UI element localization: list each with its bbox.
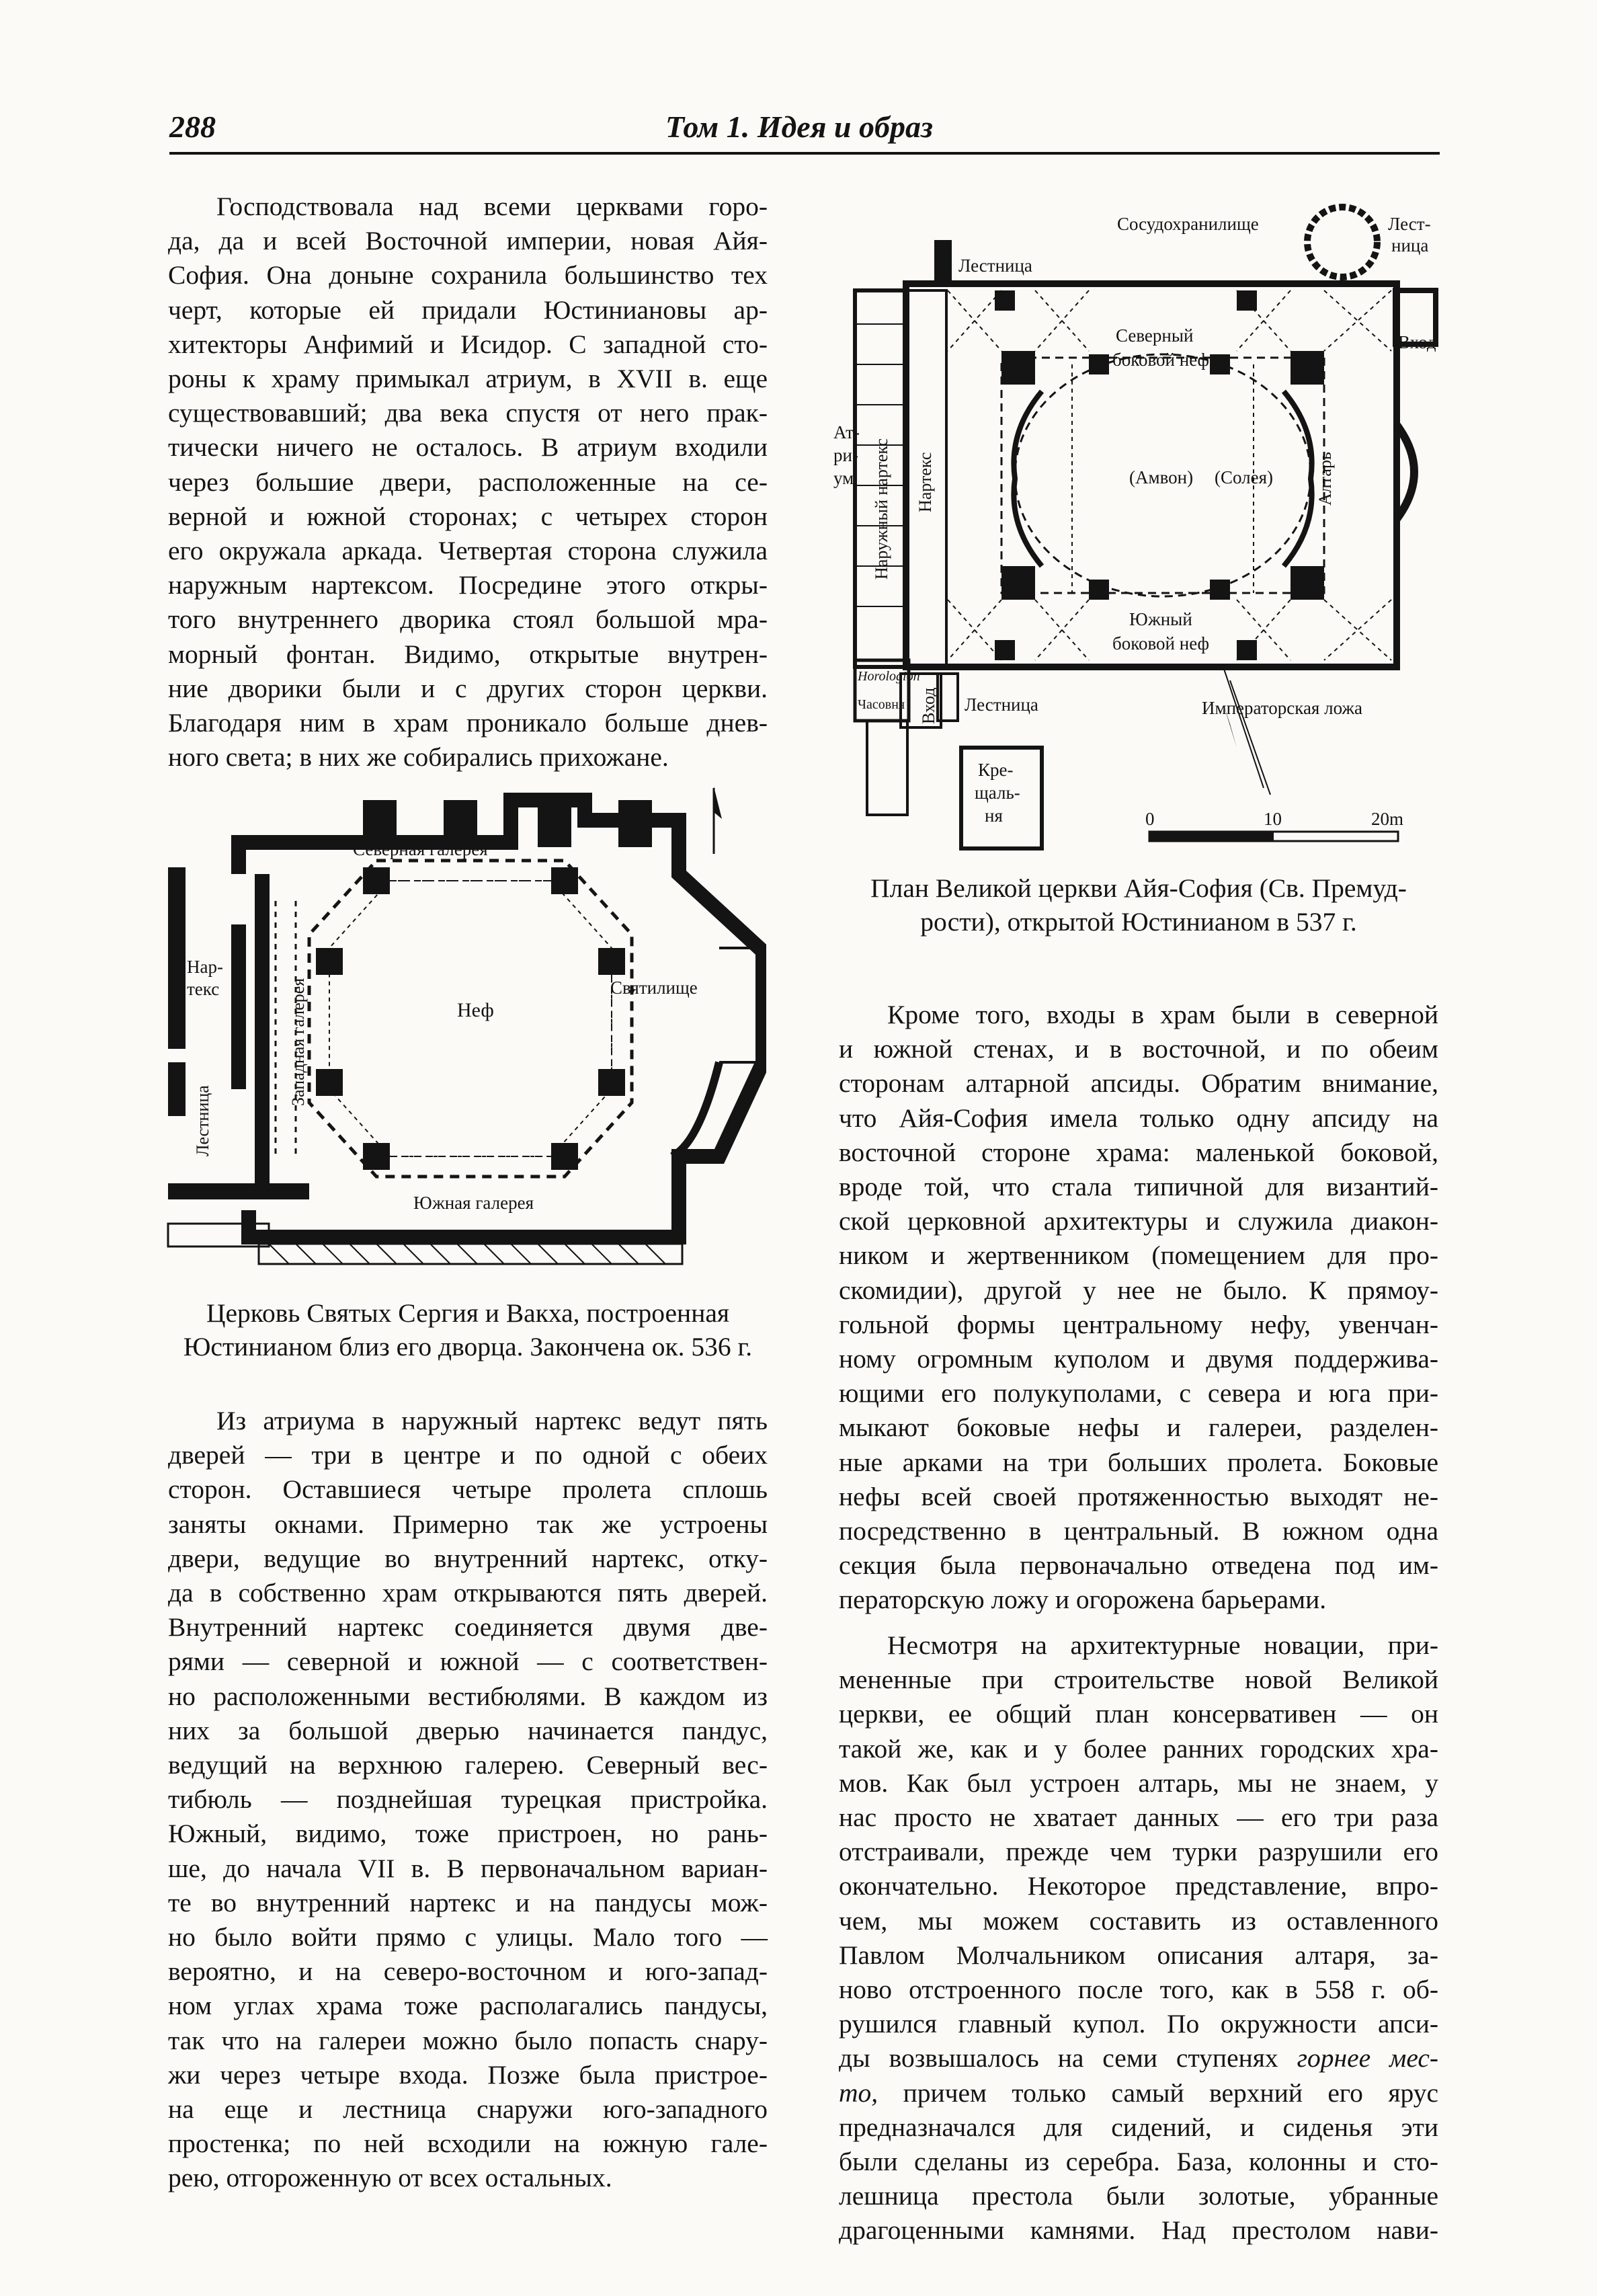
label-solea: (Солея) [1215, 467, 1274, 487]
text-line: нас просто не хватает данных — его три раза [839, 1803, 1438, 1833]
caption-line: Церковь Святых Сергия и Вакха, построенная [206, 1298, 730, 1328]
caption-sergius-bacchus [168, 1296, 768, 1363]
text-line: рями — северной и южной — с соответствен- [168, 1647, 768, 1677]
label-narthex-a: Нар- [187, 957, 223, 977]
text-line: ново отстроенного после того, как в 558 г. об- [839, 1975, 1438, 2005]
text-line: заняты окнами. Примерно так же устроены [168, 1509, 768, 1539]
text-line: них за большой дверью начинается пандус, [168, 1715, 768, 1745]
left-top-paragraph [168, 190, 768, 775]
text-line: мов. Как был устроен алтарь, мы не знаем, у [839, 1768, 1438, 1798]
label-entrance-s: Вход [919, 687, 938, 724]
text-line: чем, мы можем составить из оставленного [839, 1905, 1438, 1936]
label-ambo: (Амвон) [1129, 467, 1194, 487]
text-line: Господствовала над всеми церквами горо- [216, 192, 768, 221]
text-line: на еще и лестница снаружи юго-западного [168, 2094, 768, 2125]
text-line: те во внутренний нартекс и на пандусы мож- [168, 1887, 768, 1917]
text-line: тибюль — позднейшая турецкая пристройка. [168, 1784, 768, 1815]
text-line: его окружала аркада. Четвертая сторона служила [168, 536, 768, 566]
text-line: мыкают боковые нефы и галереи, разделен- [839, 1413, 1438, 1443]
text-line: двери, ведущие во внутренний нартекс, отку- [168, 1543, 768, 1573]
text-line: посредственно в центральный. В южном одна [839, 1516, 1438, 1546]
text-line: были сделаны из серебра. База, колонны и сто- [839, 2147, 1438, 2177]
text-line: ющими его полукуполами, с севера и юга при- [839, 1378, 1438, 1409]
italic-term: то, [839, 2077, 878, 2108]
text-line: наружным нартексом. Посредине этого откры- [168, 570, 768, 600]
label-skeuophylakion: Сосудохранилище [1117, 214, 1259, 234]
text-line: да, да и всей Восточной империи, новая Айя- [168, 226, 768, 256]
label-narthex-b: текс [187, 979, 220, 999]
plan-sergius-bacchus [161, 780, 766, 1284]
text-line: предназначался для сидений, и сиденья эти [839, 2112, 1438, 2142]
text-line: роны к храму примыкал атриум, в XVII в. еще [168, 364, 768, 394]
text-line: ному огромным куполом и двумя поддержива- [839, 1344, 1438, 1374]
text-line: тически ничего не осталось. В атриум входили [168, 432, 768, 463]
text-line: Несмотря на архитектурные новации, при- [887, 1630, 1438, 1660]
caption-line: Юстинианом близ его дворца. Закончена ок. 536 г. [183, 1332, 753, 1361]
scale-label-10: 10 [1264, 809, 1282, 829]
text-line: Южный, видимо, тоже пристроен, но рань- [168, 1819, 768, 1849]
text-line: такой же, как и у более ранних городских хра- [839, 1733, 1438, 1764]
text-line: церкви, ее общий план консервативен — он [839, 1699, 1438, 1729]
text-line: ником и жертвенником (помещением для про- [839, 1240, 1438, 1271]
label-south-aisle-a: Южный [1129, 609, 1192, 629]
right-paragraph-2 [839, 1628, 1438, 2248]
label-north-aisle-a: Северный [1116, 325, 1194, 346]
text-line: верной и южной сторонах; с четырех сторон [168, 501, 768, 531]
label-baptistery-a: Кре- [978, 760, 1014, 780]
text-line: то, причем только самый верхний его ярус [839, 2077, 1438, 2108]
label-sanctuary: Святилище [610, 978, 698, 998]
label-atrium-c: ум [833, 468, 854, 488]
label-inner-narthex: Нартекс [915, 452, 935, 512]
text-line: окончательно. Некоторое представление, впро- [839, 1871, 1438, 1901]
caption-line: рости), открытой Юстинианом в 537 г. [920, 907, 1357, 937]
caption-hagia-sophia [839, 871, 1438, 939]
text-line: морный фонтан. Видимо, открытые внутрен- [168, 639, 768, 669]
text-line: ные арками на три больших пролета. Боковые [839, 1447, 1438, 1477]
label-outer-narthex: Наружный нартекс [872, 438, 891, 580]
label-horologion: Horologion [858, 669, 920, 684]
text-line: скомидии), другой у нее не было. К прямоу- [839, 1275, 1438, 1305]
text-line: гольной формы центральному нефу, увенчан- [839, 1309, 1438, 1339]
text-line: так что на галереи можно было попасть снару- [168, 2025, 768, 2055]
text-line: черт, которые ей придали Юстиниановы ар- [168, 294, 768, 325]
text-line: ние дворики были и с других сторон церкви. [168, 673, 768, 703]
italic-term: горнее мес- [1297, 2043, 1439, 2073]
text-line: дверей — три в центре и по одной с обеих [168, 1440, 768, 1470]
text-line: лешница престола были золотые, убранные [839, 2181, 1438, 2211]
label-stair-ne-b: ница [1391, 235, 1429, 255]
label-baptistery-b: щаль- [975, 783, 1020, 803]
label-north-gallery: Северная галерея [353, 839, 488, 859]
label-atrium-b: ри- [833, 445, 858, 465]
label-nave: Неф [457, 999, 494, 1021]
text-line: ном углах храма тоже располагались пандусы, [168, 1991, 768, 2021]
text-line: София. Она доныне сохранила большинство тех [168, 260, 768, 290]
text-line: хитекторы Анфимий и Исидор. С западной сто- [168, 329, 768, 359]
text-line: да в собственно храм открываются пять дверей. [168, 1578, 768, 1608]
text-line: драгоценными камнями. Над престолом нави- [839, 2215, 1438, 2246]
text-line: ше, до начала VII в. В первоначальном вариан- [168, 1853, 768, 1883]
scale-label-0: 0 [1145, 809, 1155, 829]
caption-line: План Великой церкви Айя-София (Св. Премуд- [870, 873, 1407, 903]
label-baptistery-c: ня [985, 805, 1003, 826]
text-line: Из атриума в наружный нартекс ведут пять [216, 1406, 768, 1435]
right-paragraph-1 [839, 998, 1438, 1618]
left-bottom-paragraph [168, 1404, 768, 2196]
text-line: но было войти прямо с улицы. Мало того — [168, 1922, 768, 1952]
text-line: ды возвышалось на семи ступенях горнее мес- [839, 2043, 1439, 2073]
label-south-gallery: Южная галерея [413, 1193, 534, 1213]
running-title: Том 1. Идея и образ [665, 110, 933, 144]
text-line: рею, отгороженную от всех остальных. [168, 2163, 612, 2193]
header-rule [169, 152, 1440, 155]
text-line: Кроме того, входы в храм были в северной [887, 1000, 1438, 1029]
scale-label-20: 20m [1371, 809, 1404, 829]
label-altar: Алтарь [1315, 452, 1335, 506]
text-line: Внутренний нартекс соединяется двумя две- [168, 1612, 768, 1642]
label-stair-n: Лестница [958, 255, 1032, 276]
text-line: жи через четыре входа. Позже была пристрое- [168, 2059, 768, 2090]
label-clock-room: Часовня [858, 697, 905, 712]
label-south-aisle-b: боковой неф [1112, 633, 1210, 654]
text-line: отстраивали, прежде чем турки разрушили его [839, 1837, 1438, 1867]
label-imperial-loge: Императорская ложа [1202, 698, 1363, 718]
text-line: и южной стенах, и в восточной, и по обеим [839, 1034, 1438, 1064]
label-west-gallery: Западная галерея [288, 978, 308, 1106]
text-line: существовавший; два века спустя от него прак- [168, 398, 768, 428]
text-line: через большие двери, расположенные на се- [168, 467, 768, 497]
label-stair-ne-a: Лест- [1388, 214, 1431, 234]
text-line: мененные при строительстве новой Великой [839, 1665, 1438, 1695]
text-line: восточной стороне храма: маленькой боковой, [839, 1137, 1438, 1167]
page-number: 288 [169, 110, 216, 144]
plan-hagia-sophia [833, 190, 1445, 862]
text-line: Павлом Молчальником описания алтаря, за- [839, 1940, 1438, 1970]
label-staircase: Лестница [193, 1085, 212, 1156]
text-line: простенка; по ней всходили на южную гале- [168, 2129, 768, 2159]
text-line: вроде той, что стала типичной для византий- [839, 1172, 1438, 1202]
text-line: ской церковной архитектуры и служила диакон- [839, 1206, 1438, 1236]
label-atrium-a: Ат- [833, 422, 860, 442]
text-line: но расположенными вестибюлями. В каждом из [168, 1681, 768, 1711]
text-line: рушился главный купол. По окружности апси- [839, 2009, 1438, 2039]
label-entrance-ne: Вход [1398, 332, 1436, 352]
label-north-aisle-b: боковой неф [1112, 350, 1210, 370]
text-line: того внутреннего дворика стоял большой мра- [168, 604, 768, 635]
text-line: ператорскую ложу и огорожена барьерами. [839, 1585, 1327, 1615]
label-stair-s: Лестница [965, 695, 1038, 715]
text-line: ного света; в них же собирались прихожане. [168, 742, 669, 773]
text-line: секция была первоначально отведена под им- [839, 1550, 1438, 1581]
text-line: сторонам алтарной апсиды. Обратим внимание, [839, 1068, 1438, 1099]
text-line: Благодаря ним в храм проникало больше днев- [168, 708, 768, 738]
text-line: что Айя-София имела только одну апсиду на [839, 1103, 1438, 1133]
text-line: сторон. Оставшиеся четыре пролета сплошь [168, 1474, 768, 1505]
text-line: ведущий на верхнюю галерею. Северный вес- [168, 1750, 768, 1780]
text-line: вероятно, и на северо-восточном и юго-запад- [168, 1956, 768, 1987]
text-line: нефы всей своей протяженностью выходят не- [839, 1481, 1438, 1511]
